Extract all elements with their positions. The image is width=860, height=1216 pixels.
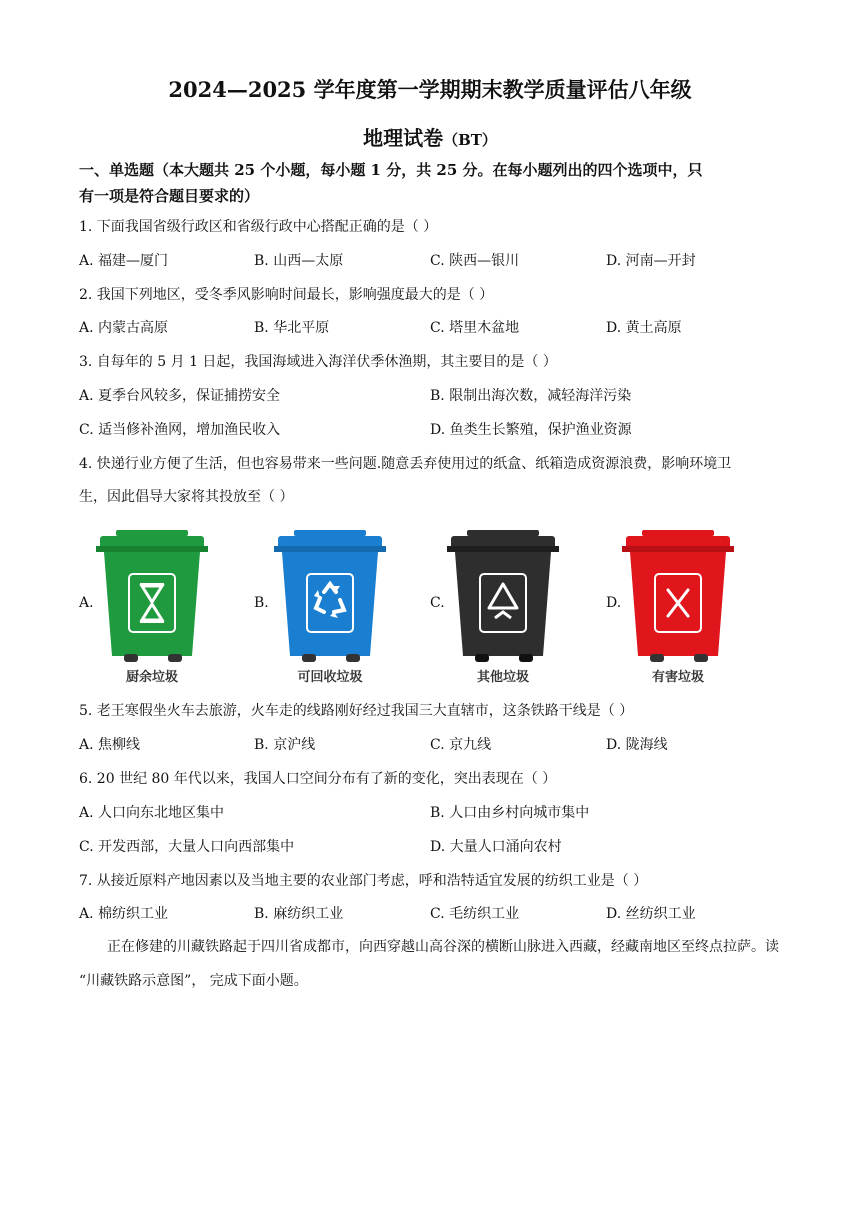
- question-7-option-c: C. 毛纺织工业: [430, 906, 520, 922]
- question-3-stem: 3. 自每年的 5 月 1 日起，我国海域进入海洋伏季休渔期，其主要目的是（ ）: [79, 354, 557, 370]
- question-3-option-d: D. 鱼类生长繁殖，保护渔业资源: [430, 422, 632, 438]
- question-4-stem-line2: 生，因此倡导大家将其投放至（ ）: [79, 489, 294, 505]
- subtitle-tag: （BT）: [443, 131, 497, 149]
- question-4-stem-line1: 4. 快递行业方便了生活，但也容易带来一些问题.随意丢弃使用过的纸盒、纸箱造成资源浪费，影响环境卫: [79, 456, 732, 472]
- question-6-option-a: A. 人口向东北地区集中: [79, 805, 225, 821]
- question-4-option-b: B.: [254, 595, 269, 611]
- exam-title: 2024—2025 学年度第一学期期末教学质量评估八年级: [168, 77, 692, 102]
- section-heading-line2: 有一项是符合题目要求的）: [79, 187, 260, 205]
- red-bin-icon: [622, 528, 734, 664]
- question-6-stem: 6. 20 世纪 80 年代以来，我国人口空间分布有了新的变化，突出表现在（ ）: [79, 771, 557, 787]
- question-1-option-c: C. 陕西—银川: [430, 253, 520, 269]
- question-2-option-d: D. 黄土高原: [606, 320, 682, 336]
- recyclable-bin: [274, 528, 386, 688]
- question-6-option-c: C. 开发西部，大量人口向西部集中: [79, 839, 295, 855]
- question-3-option-c: C. 适当修补渔网，增加渔民收入: [79, 422, 281, 438]
- question-6-option-d: D. 大量人口涌向农村: [430, 839, 562, 855]
- question-4-option-d: D.: [606, 595, 622, 611]
- question-2-option-c: C. 塔里木盆地: [430, 320, 520, 336]
- question-2-stem: 2. 我国下列地区，受冬季风影响时间最长，影响强度最大的是（ ）: [79, 287, 494, 303]
- question-1-option-a: A. 福建—厦门: [79, 253, 169, 269]
- question-5-option-d: D. 陇海线: [606, 737, 668, 753]
- subtitle-text: 地理试卷: [363, 126, 444, 150]
- question-5-option-c: C. 京九线: [430, 737, 492, 753]
- question-2-option-a: A. 内蒙古高原: [79, 320, 169, 336]
- question-5-option-a: A. 焦柳线: [79, 737, 141, 753]
- bin-caption-other: 其他垃圾: [476, 670, 529, 685]
- blue-bin-icon: [274, 528, 386, 664]
- section-heading-line1: 一、单选题（本大题共 25 个小题，每小题 1 分，共 25 分。在每小题列出的四个选项中，只: [79, 161, 703, 179]
- question-4-option-a: A.: [79, 595, 94, 611]
- question-3-option-b: B. 限制出海次数，减轻海洋污染: [430, 388, 632, 404]
- question-5-option-b: B. 京沪线: [254, 737, 316, 753]
- question-7-stem: 7. 从接近原料产地因素以及当地主要的农业部门考虑，呼和浩特适宜发展的纺织工业是（ ）: [79, 873, 648, 889]
- exam-subtitle: [0, 122, 860, 151]
- bin-caption-kitchen: 厨余垃圾: [125, 670, 178, 685]
- bin-caption-hazardous: 有害垃圾: [651, 670, 704, 685]
- green-bin-icon: [96, 528, 208, 664]
- hazardous-waste-bin: [622, 528, 734, 688]
- black-bin-icon: [447, 528, 559, 664]
- question-5-stem: 5. 老王寒假坐火车去旅游，火车走的线路刚好经过我国三大直辖市，这条铁路干线是（ ）: [79, 703, 634, 719]
- question-1-option-d: D. 河南—开封: [606, 253, 696, 269]
- question-4-option-c: C.: [430, 595, 445, 611]
- reading-passage: 正在修建的川藏铁路起于四川省成都市，向西穿越山高谷深的横断山脉进入西藏，经藏南地区至终点拉萨。读 “川藏铁路示意图”， 完成下面小题。: [79, 939, 779, 989]
- question-7-option-d: D. 丝纺织工业: [606, 906, 696, 922]
- question-2-option-b: B. 华北平原: [254, 320, 330, 336]
- kitchen-waste-bin: [96, 528, 208, 688]
- question-3-option-a: A. 夏季台风较多，保证捕捞安全: [79, 388, 281, 404]
- question-7-option-a: A. 棉纺织工业: [79, 906, 169, 922]
- bin-caption-recyclable: 可回收垃圾: [297, 670, 363, 685]
- question-1-option-b: B. 山西—太原: [254, 253, 344, 269]
- other-waste-bin: [447, 528, 559, 688]
- question-6-option-b: B. 人口由乡村向城市集中: [430, 805, 590, 821]
- question-1-stem: 1. 下面我国省级行政区和省级行政中心搭配正确的是（ ）: [79, 219, 438, 235]
- question-7-option-b: B. 麻纺织工业: [254, 906, 344, 922]
